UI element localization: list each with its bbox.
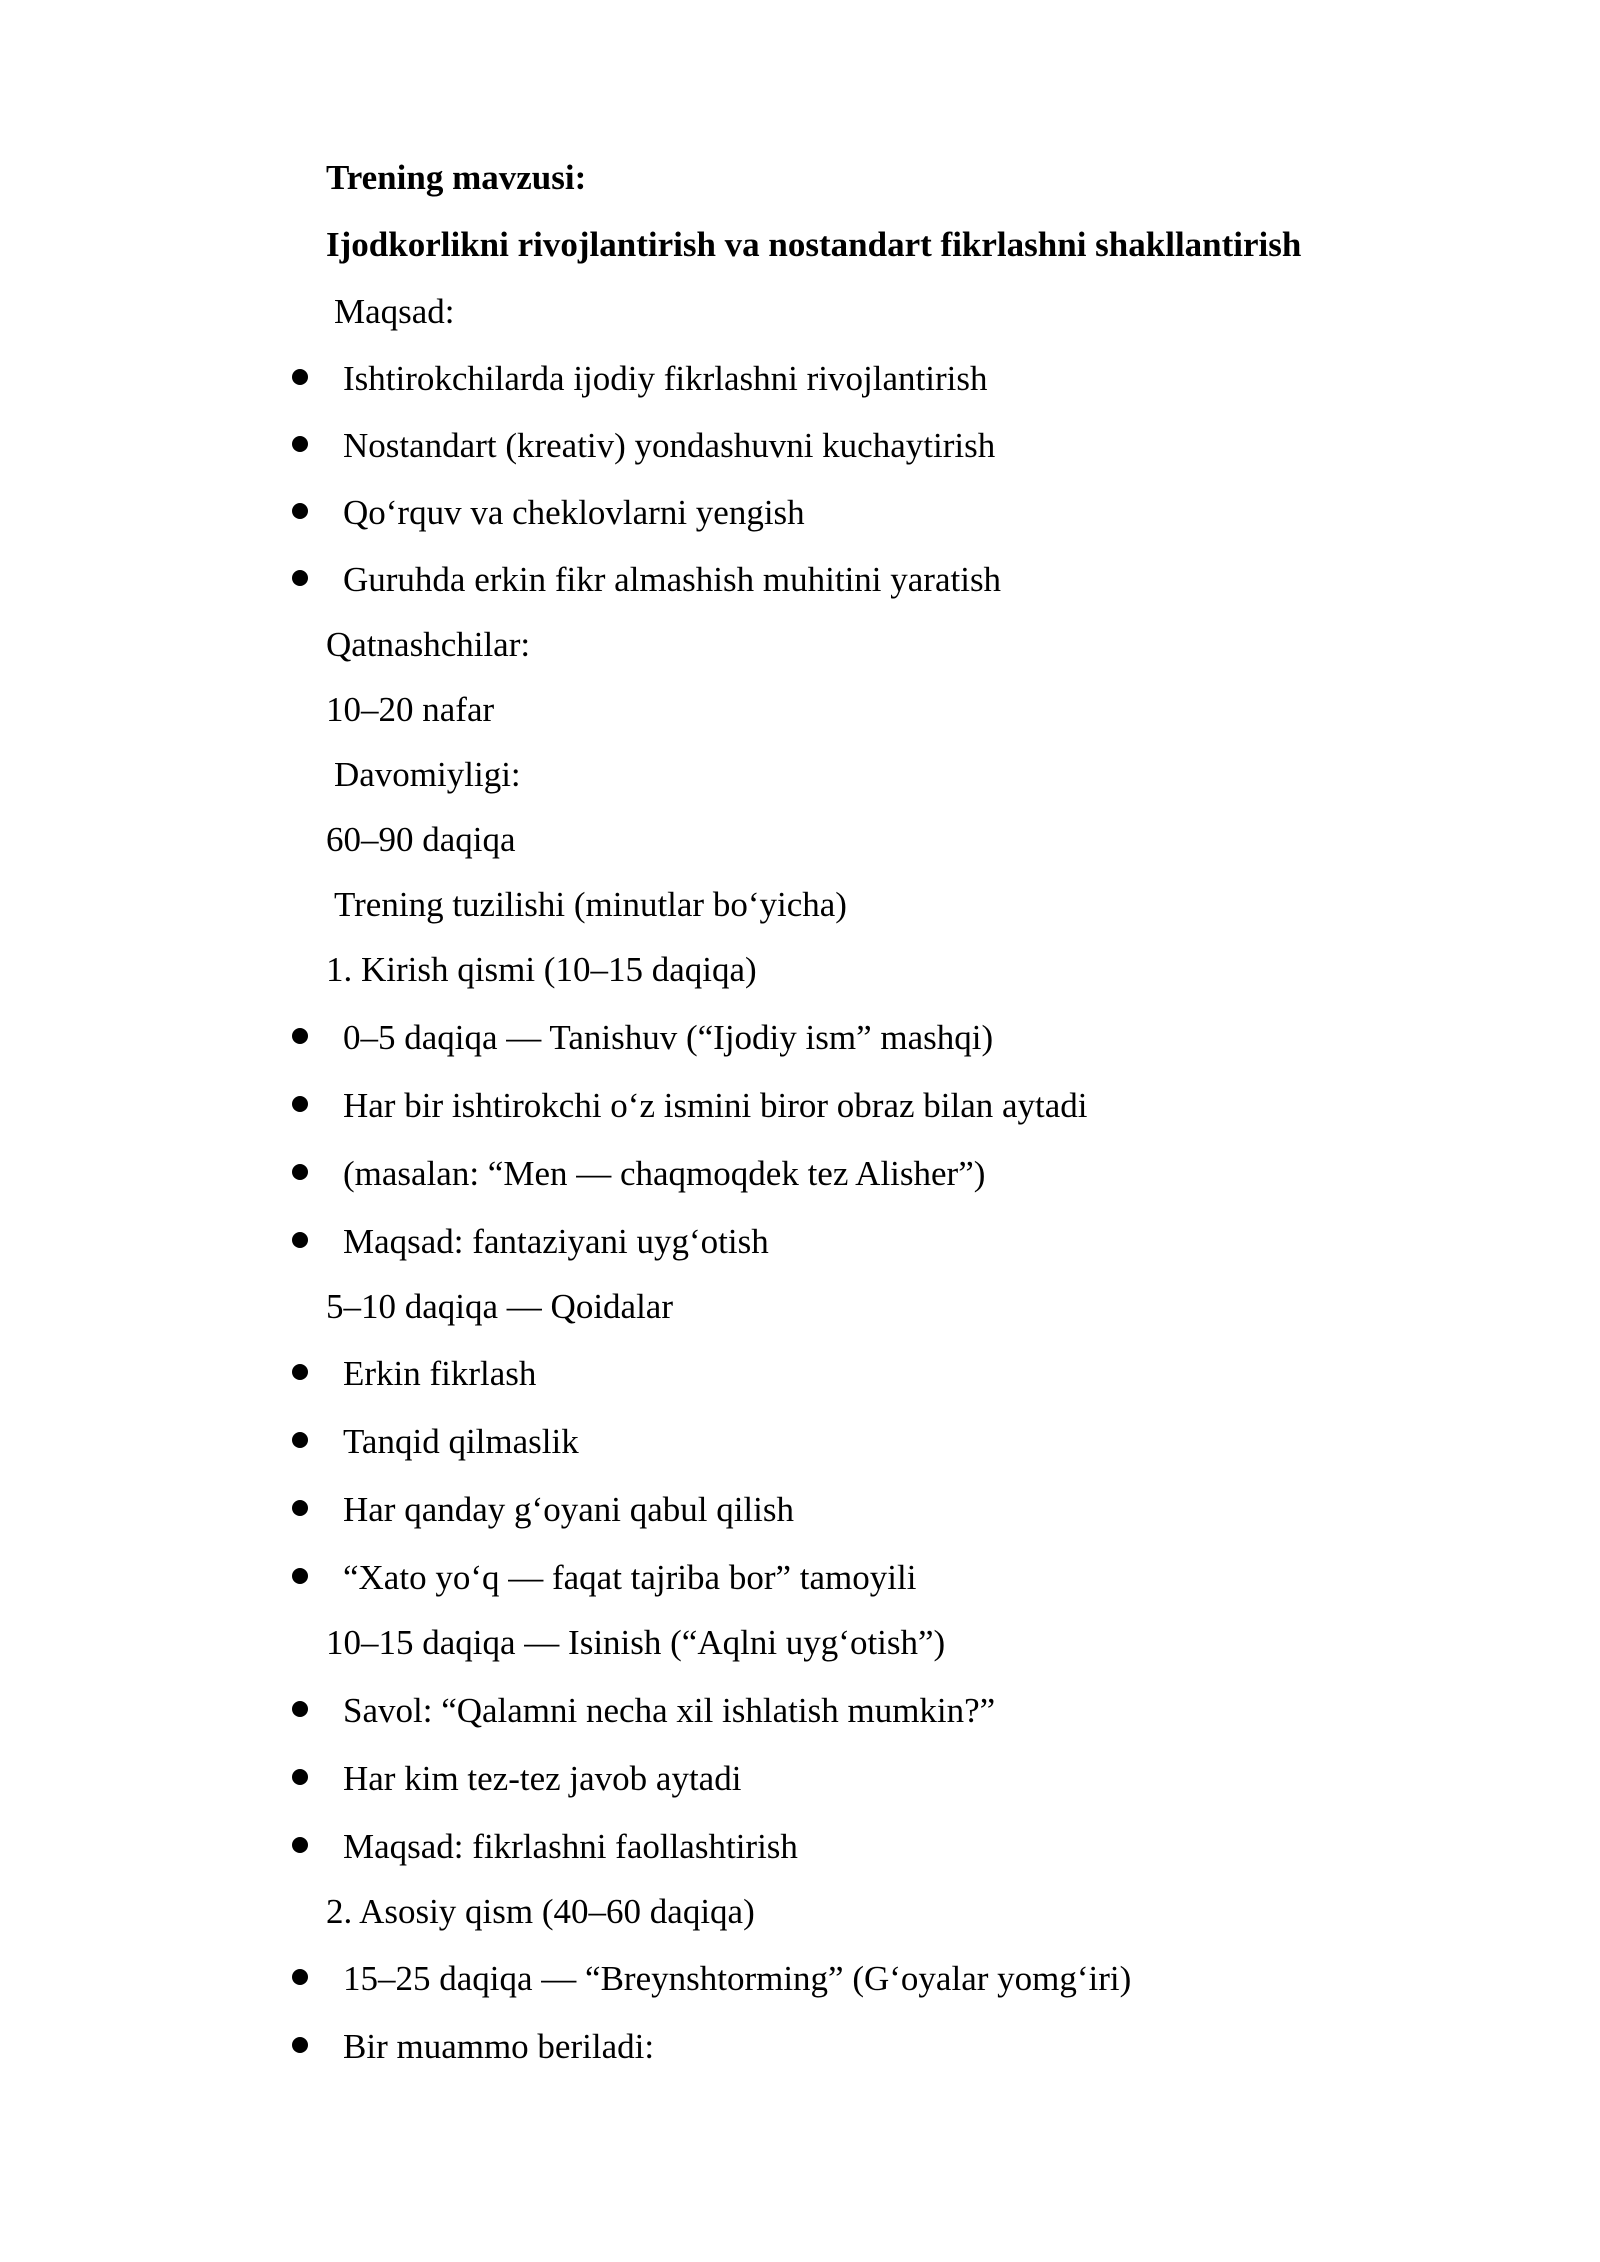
goal-heading: Maqsad: [334, 292, 455, 331]
goal-item: Ishtirokchilarda ijodiy fikrlashni rivojlantirish [343, 359, 988, 398]
bullet-icon [292, 369, 308, 385]
bullet-icon [292, 1701, 308, 1717]
part1-item: Har bir ishtirokchi o‘z ismini biror obraz bilan aytadi [343, 1086, 1088, 1125]
part1-heading: 1. Kirish qismi (10–15 daqiqa) [326, 950, 757, 989]
goal-item: Qo‘rquv va cheklovlarni yengish [343, 493, 805, 532]
structure-heading: Trening tuzilishi (minutlar bo‘yicha) [334, 885, 847, 924]
part2-item: 15–25 daqiqa — “Breynshtorming” (G‘oyalar yomg‘iri) [343, 1959, 1132, 1998]
document-title: Ijodkorlikni rivojlantirish va nostandart fikrlashni shakllantirish [326, 225, 1302, 264]
warmup-item: Har kim tez-tez javob aytadi [343, 1759, 742, 1798]
bullet-icon [292, 1364, 308, 1380]
bullet-icon [292, 1500, 308, 1516]
bullet-icon [292, 2037, 308, 2053]
rules-item: Erkin fikrlash [343, 1354, 537, 1393]
bullet-icon [292, 570, 308, 586]
bullet-icon [292, 1432, 308, 1448]
bullet-icon [292, 436, 308, 452]
goal-item: Nostandart (kreativ) yondashuvni kuchaytirish [343, 426, 996, 465]
participants-value: 10–20 nafar [326, 690, 495, 729]
participants-heading: Qatnashchilar: [326, 625, 531, 664]
warmup-item: Savol: “Qalamni necha xil ishlatish mumkin?” [343, 1691, 996, 1730]
part2-item: Bir muammo beriladi: [343, 2027, 655, 2066]
bullet-icon [292, 1769, 308, 1785]
rules-heading: 5–10 daqiqa — Qoidalar [326, 1287, 673, 1326]
part1-item: Maqsad: fantaziyani uyg‘otish [343, 1222, 769, 1261]
bullet-icon [292, 1232, 308, 1248]
bullet-icon [292, 1837, 308, 1853]
bullet-icon [292, 1969, 308, 1985]
bullet-icon [292, 503, 308, 519]
warmup-item: Maqsad: fikrlashni faollashtirish [343, 1827, 798, 1866]
bullet-icon [292, 1028, 308, 1044]
warmup-heading: 10–15 daqiqa — Isinish (“Aqlni uyg‘otish”) [326, 1623, 946, 1662]
duration-heading: Davomiyligi: [334, 755, 521, 794]
bullet-icon [292, 1568, 308, 1584]
title-label: Trening mavzusi: [326, 158, 587, 197]
rules-item: “Xato yo‘q — faqat tajriba bor” tamoyili [343, 1558, 917, 1597]
part1-item: 0–5 daqiqa — Tanishuv (“Ijodiy ism” mashqi) [343, 1018, 994, 1057]
part1-item: (masalan: “Men — chaqmoqdek tez Alisher”) [343, 1154, 986, 1193]
bullet-icon [292, 1164, 308, 1180]
part2-heading: 2. Asosiy qism (40–60 daqiqa) [326, 1892, 755, 1931]
rules-item: Har qanday g‘oyani qabul qilish [343, 1490, 795, 1529]
bullet-icon [292, 1096, 308, 1112]
duration-value: 60–90 daqiqa [326, 820, 516, 859]
rules-item: Tanqid qilmaslik [343, 1422, 579, 1461]
goal-item: Guruhda erkin fikr almashish muhitini yaratish [343, 560, 1002, 599]
